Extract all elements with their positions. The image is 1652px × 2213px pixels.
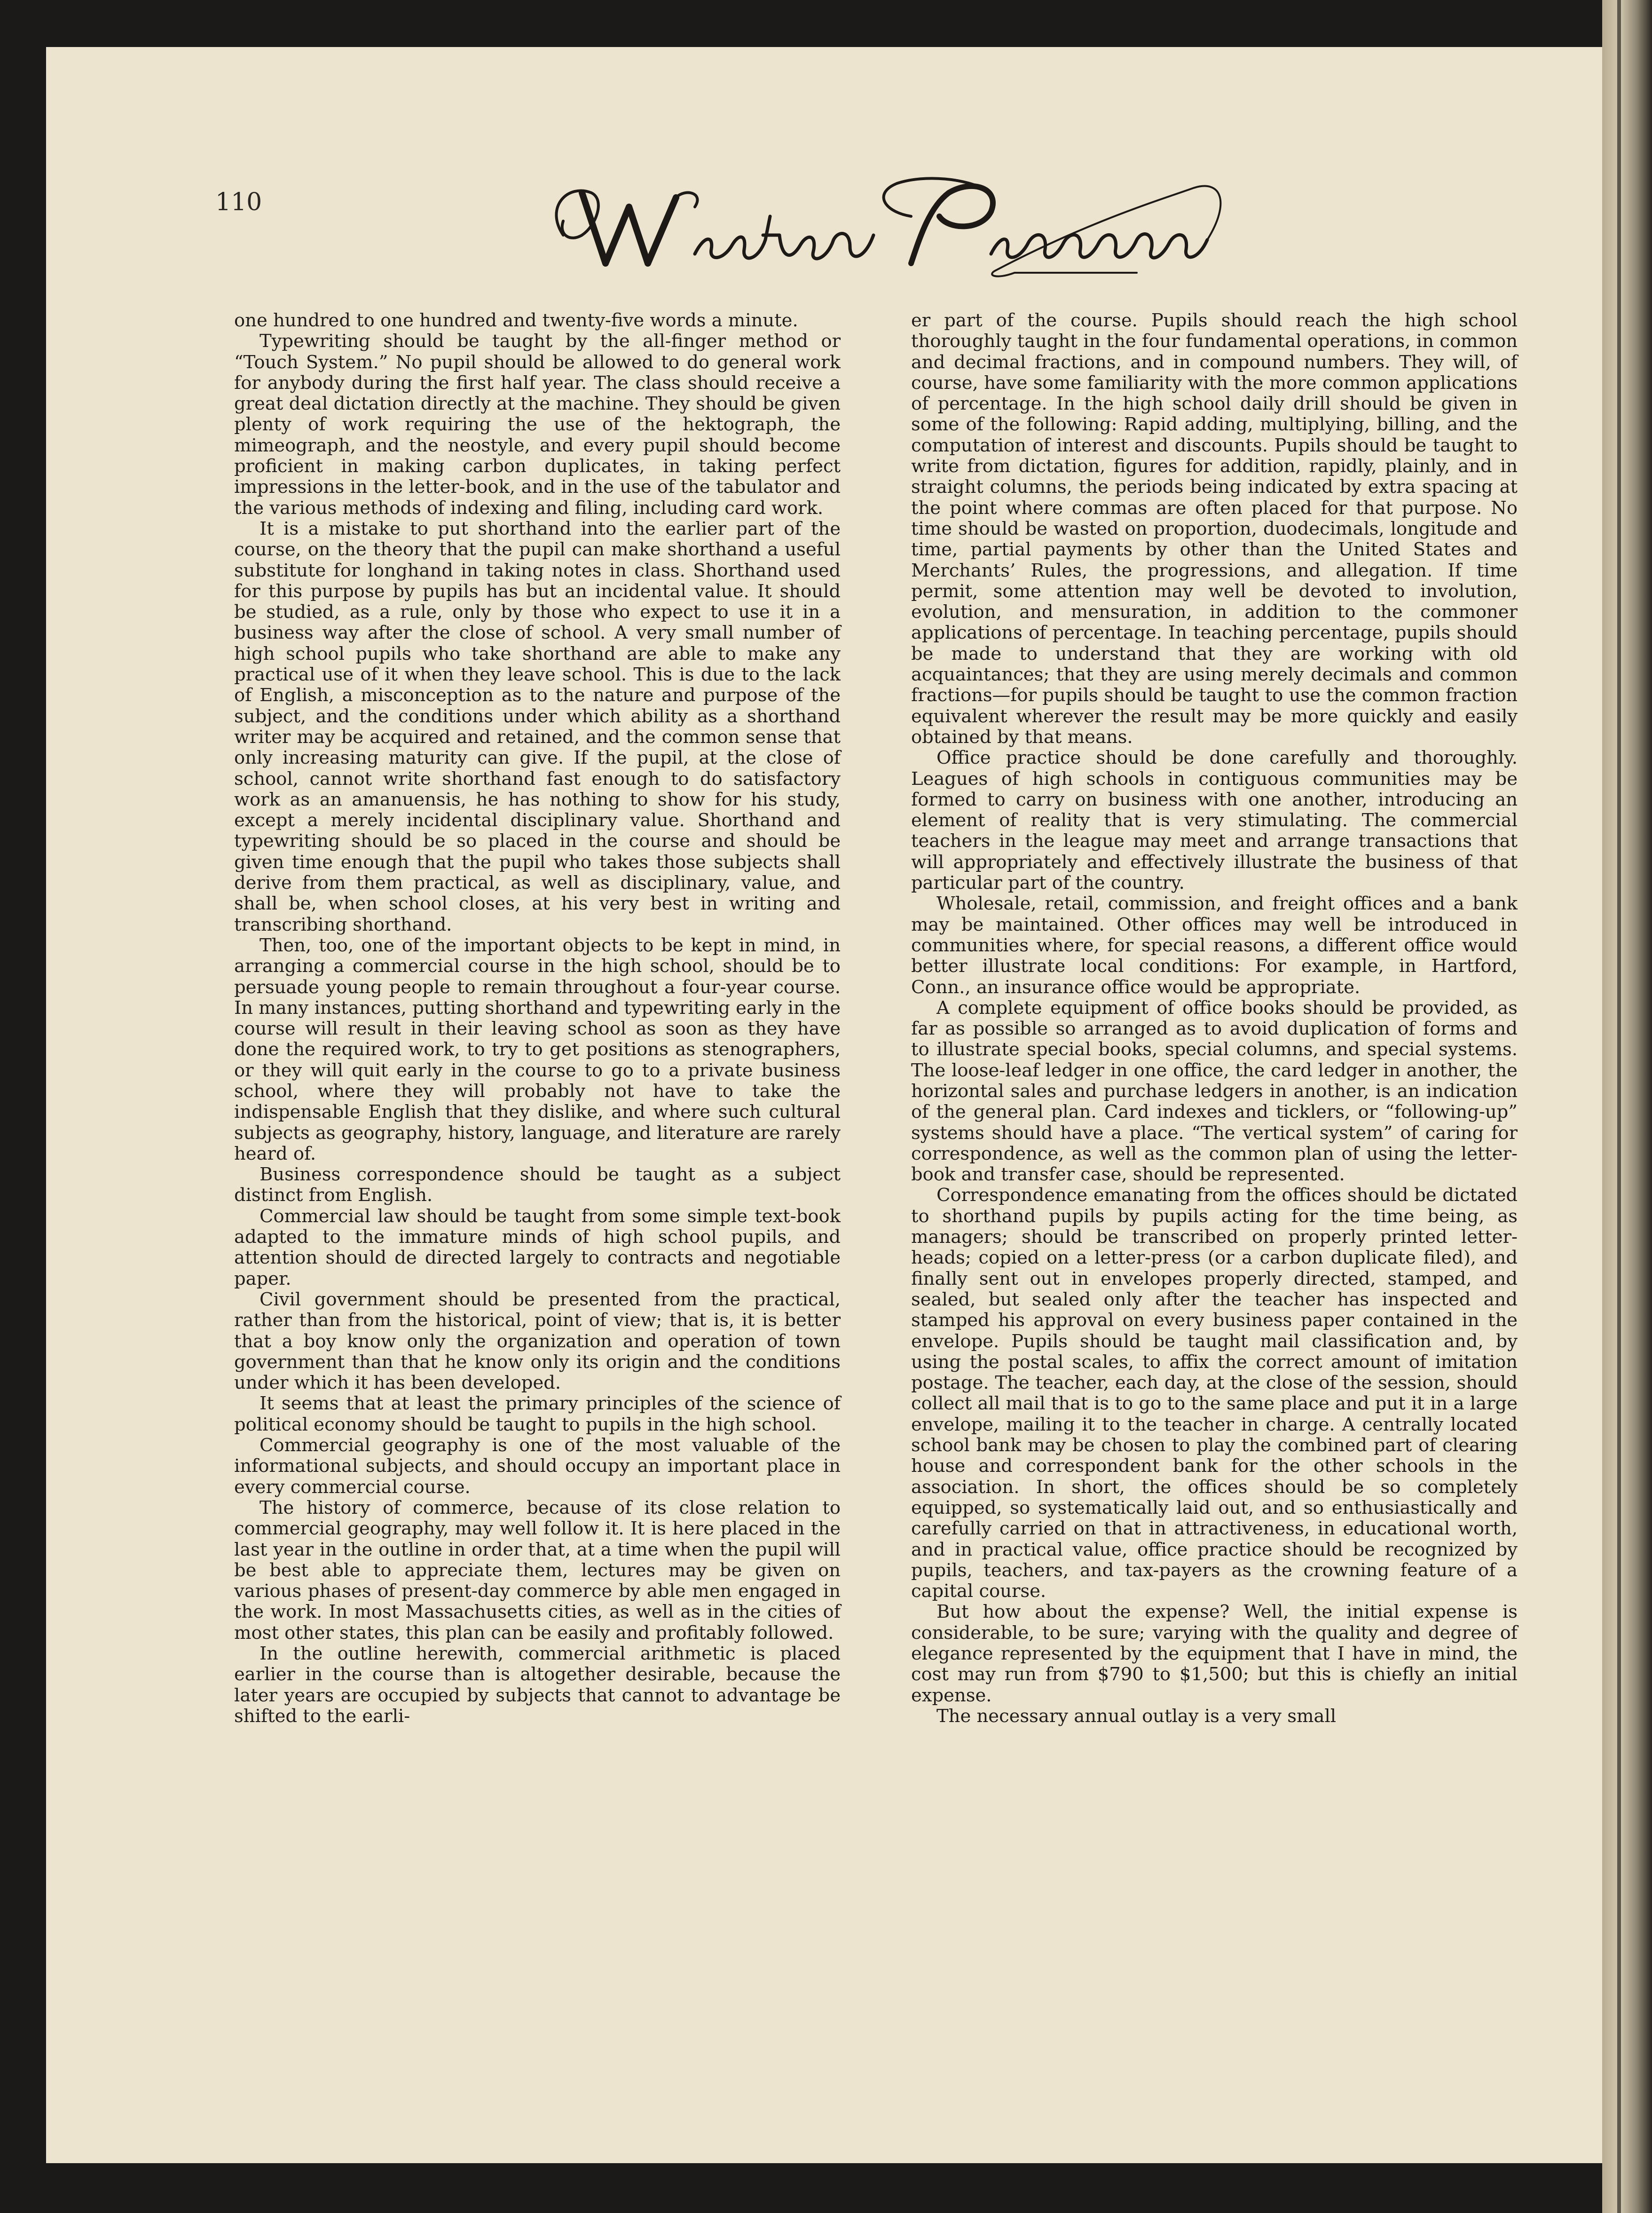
page-number: 110: [215, 188, 262, 216]
paragraph: Business correspondence should be taught as a subject distinct from English.: [234, 1164, 841, 1206]
paragraph: one hundred to one hundred and twenty-five words a minute.: [234, 310, 798, 331]
paragraph: Office practice should be done carefully and thoroughly. Leagues of high schools in contiguous communities may be formed to carry on business with one another, introducing an element of reality that is very stimulating. The commercial teachers in the league may meet and arrange transactions that will appropriately and effectively illustrate the business of that particular part of the country.: [911, 747, 1518, 894]
paragraph: Commercial geography is one of the most valuable of the informational subjects, and should occupy an important place in every commercial course.: [234, 1435, 841, 1498]
paragraph: Commercial law should be taught from some simple text-book adapted to the immature minds of high school pupils, and attention should de directed largely to contracts and negotiable paper.: [234, 1205, 841, 1289]
page: [46, 47, 1602, 2163]
paragraph: The history of commerce, because of its close relation to commercial geography, may well follow it. It is here placed in the last year in the outline in order that, at a time when the pupil will be best able to appreciate them, lectures may be given on various phases of present-day commerce by able men engaged in the work. In most Massachusetts cities, as well as in the cities of most other states, this plan can be easily and profitably followed.: [234, 1497, 841, 1644]
paragraph: Then, too, one of the important objects to be kept in mind, in arranging a commercial course in the high school, should be to persuade young people to remain throughout a four-year course. In many instances, putting shorthand and typewriting early in the course will result in their leaving school as soon as they have done the required work, to try to get positions as stenographers, or they will quit early in the course to go to a private business school, where they will probably not have to take the indispensable English that they dislike, and where such cultural subjects as geography, history, language, and literature are rarely heard of.: [234, 934, 841, 1164]
paragraph: It is a mistake to put shorthand into the earlier part of the course, on the theory that the pupil can make shorthand a useful substitute for longhand in taking notes in class. Shorthand used for this purpose by pupils has but an incidental value. It should be studied, as a rule, only by those who expect to use it in a business way after the close of school. A very small number of high school pupils who take shorthand are able to make any practical use of it when they leave school. This is due to the lack of English, a misconception as to the nature and purpose of the subject, and the conditions under which ability as a shorthand writer may be acquired and retained, and the common sense that only increasing maturity can give. If the pupil, at the close of school, cannot write shorthand fast enough to do satisfactory work as an amanuensis, he has nothing to show for his study, except a merely incidental disciplinary value. Shorthand and typewriting should be so placed in the course and should be given time enough that the pupil who takes those subjects shall derive from them practical, as well as disciplinary, value, and shall be, when school closes, at his very best in writing and transcribing shorthand.: [234, 518, 841, 935]
paragraph: Typewriting should be taught by the all-finger method or “Touch System.” No pupil should be allowed to do general work for anybody during the first half year. The class should receive a great deal dictation directly at the machine. They should be given plenty of work requiring the use of the hektograph, the mimeograph, and the neostyle, and every pupil should become proficient in making carbon duplicates, in taking perfect impressions in the letter-book, and in the use of the tabulator and the various methods of indexing and filing, including card work.: [234, 331, 841, 519]
paragraph: Correspondence emanating from the offices should be dictated to shorthand pupils by pupils acting for the time being, as managers; should be transcribed on properly printed letter-heads; copied on a letter-press (or a carbon duplicate filed), and finally sent out in envelopes properly directed, stamped, and sealed, but sealed only after the teacher has inspected and stamped his approval on every business paper contained in the envelope. Pupils should be taught mail classification and, by using the postal scales, to affix the correct amount of imitation postage. The teacher, each day, at the close of the session, should collect all mail that is to go to the same place and put it in a large envelope, mailing it to the teacher in charge. A centrally located school bank may be chosen to play the combined part of clearing house and correspondent bank for the other schools in the association. In short, the offices should be so completely equipped, so systematically laid out, and so enthusiastically and carefully carried on that in attractiveness, in educational worth, and in practical value, office practice should be recognized by pupils, teachers, and tax-payers as the crowning feature of a capital course.: [911, 1185, 1518, 1602]
paragraph: Civil government should be presented from the practical, rather than from the historical, point of view; that is, it is better that a boy know only the organization and operation of town government than that he know only its origin and the conditions under which it has been developed.: [234, 1288, 841, 1394]
right-column: [911, 310, 1518, 1727]
paragraph: The necessary annual outlay is a very small: [936, 1705, 1337, 1727]
masthead-logo: [526, 165, 1240, 296]
book-spine: [1602, 0, 1652, 2213]
paragraph: A complete equipment of office books should be provided, as far as possible so arranged as to avoid duplication of forms and to illustrate special books, special columns, and special systems. The loose-leaf ledger in one office, the card ledger in another, the horizontal sales and purchase ledgers in another, is an indication of the general plan. Card indexes and ticklers, or “following-up” systems should have a place. “The vertical system” of caring for correspondence, as well as the common plan of using the letter-book and transfer case, should be represented.: [911, 997, 1518, 1186]
paragraph: er part of the course. Pupils should reach the high school thoroughly taught in the four fundamental operations, in common and decimal fractions, and in compound numbers. They will, of course, have some familiarity with the more common applications of percentage. In the high school daily drill should be given in some of the following: Rapid adding, multiplying, billing, and the computation of interest and discounts. Pupils should be taught to write from dictation, figures for addition, rapidly, plainly, and in straight columns, the periods being indicated by extra spacing at the point where commas are often placed for that purpose. No time should be wasted on proportion, duodecimals, longitude and time, partial payments by other than the United States and Merchants’ Rules, the progressions, and allegation. If time permit, some attention may well be devoted to involution, evolution, and mensuration, in addition to the commoner applications of percentage. In teaching percentage, pupils should be made to understand that they are working with old acquaintances; that they are using merely decimals and common fractions—for pupils should be taught to use the common fraction equivalent wherever the result may be more quickly and easily obtained by that means.: [911, 310, 1518, 748]
paragraph: It seems that at least the primary principles of the science of political economy should be taught to pupils in the high school.: [234, 1393, 841, 1435]
paragraph: But how about the expense? Well, the initial expense is considerable, to be sure; varying with the quality and degree of elegance represented by the equipment that I have in mind, the cost may run from $790 to $1,500; but this is chiefly an initial expense.: [911, 1601, 1518, 1706]
paragraph: Wholesale, retail, commission, and freight offices and a bank may be maintained. Other offices may well be introduced in communities where, for special reasons, a different office would better illustrate local conditions: For example, in Hartford, Conn., an insurance office would be appropriate.: [911, 893, 1518, 998]
article-body: [234, 310, 1518, 2060]
paragraph: In the outline herewith, commercial arithmetic is placed earlier in the course than is altogether desirable, because the later years are occupied by subjects that cannot to advantage be shifted to the earli-: [234, 1643, 841, 1727]
spine-edge: [1617, 0, 1621, 2213]
left-column: [234, 310, 841, 1727]
